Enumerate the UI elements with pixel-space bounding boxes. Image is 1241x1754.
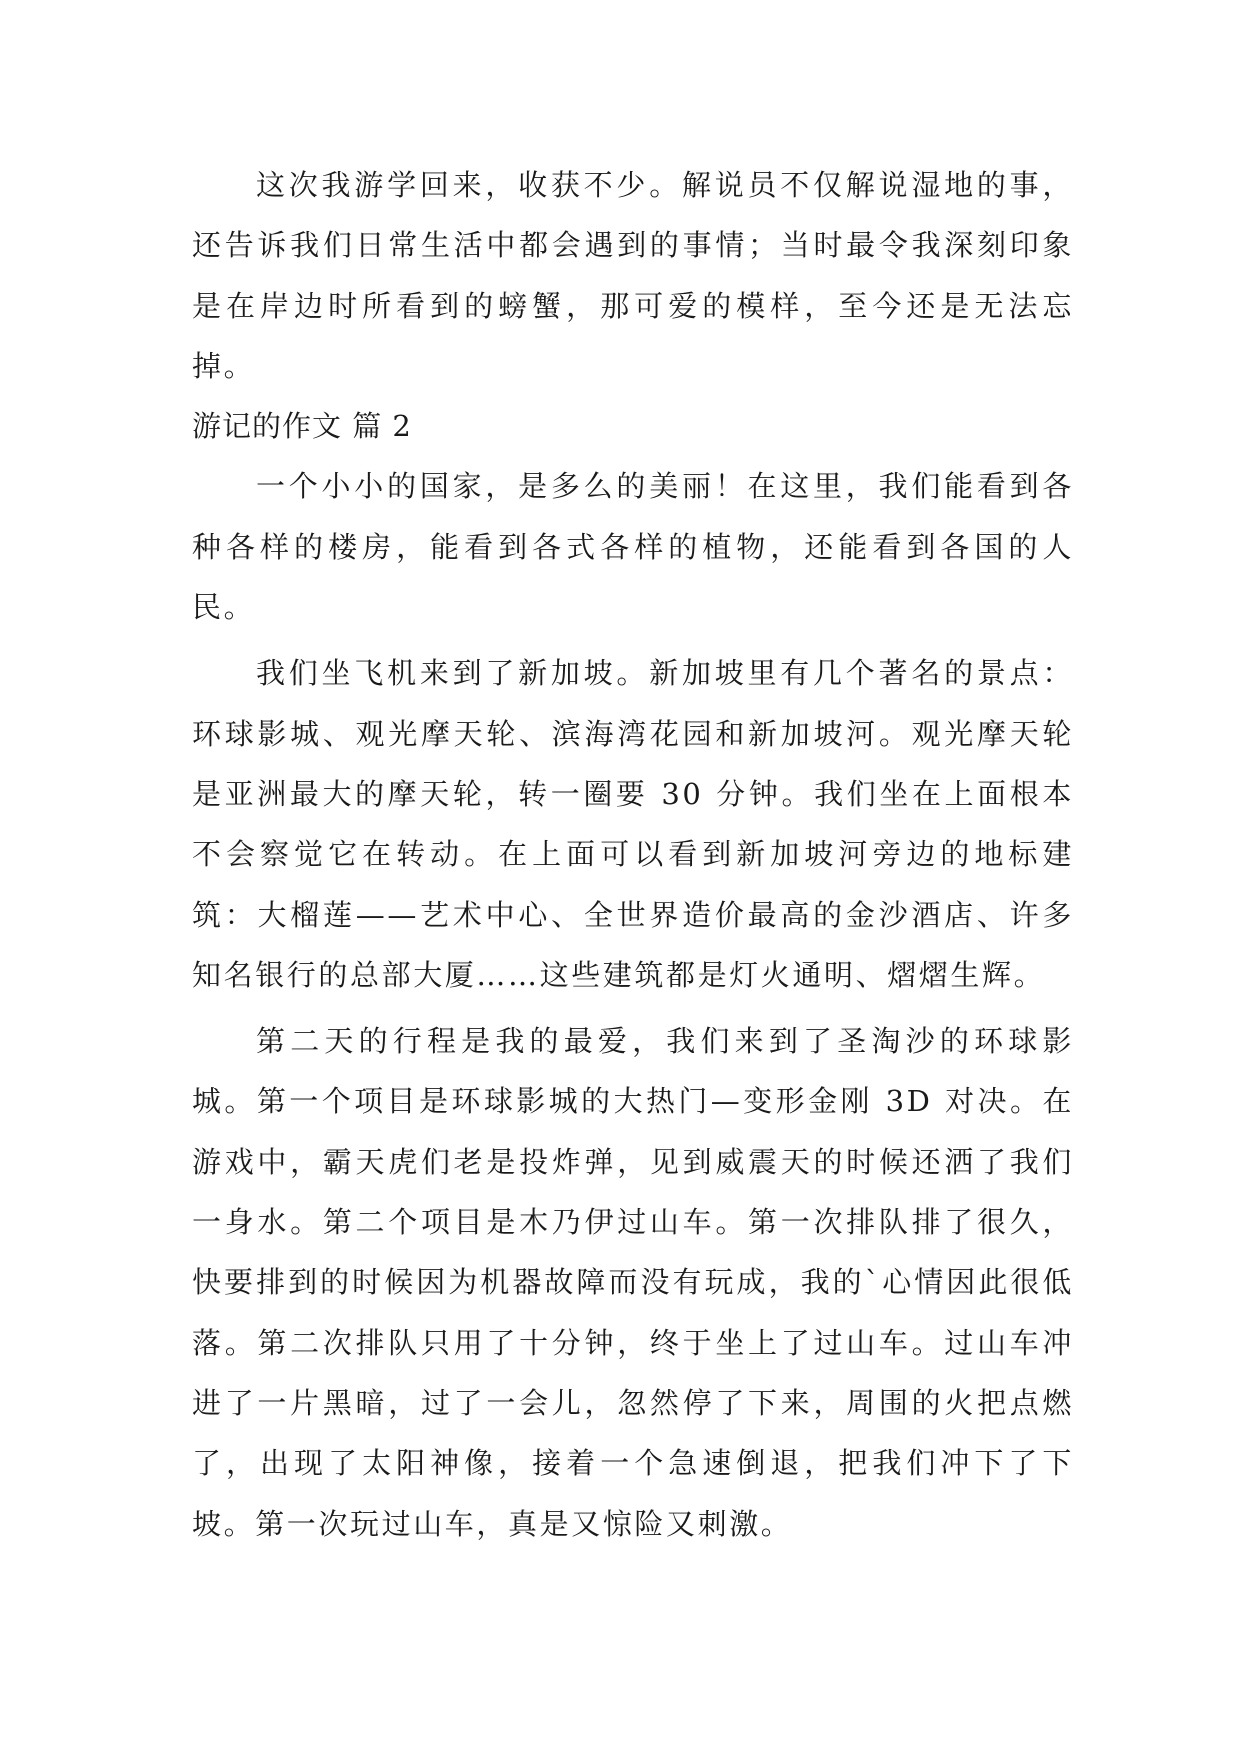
document-page	[192, 155, 1074, 1554]
paragraph-2: 一个小小的国家，是多么的美丽！在这里，我们能看到各种各样的楼房，能看到各式各样的植物，还能看到各国的人民。	[192, 469, 1074, 625]
paragraph-3: 我们坐飞机来到了新加坡。新加坡里有几个著名的景点：环球影城、观光摩天轮、滨海湾花园和新加坡河。观光摩天轮是亚洲最大的摩天轮，转一圈要 30 分钟。我们坐在上面根本不会察觉它在转动。在上面可以看到新加坡河旁边的地标建筑：大榴莲——艺术中心、全世界造价最高的金沙酒店、许多知名银行的总部大厦……这些建筑都是灯火通明、熠熠生辉。	[192, 656, 1074, 992]
paragraph-4: 第二天的行程是我的最爱，我们来到了圣淘沙的环球影城。第一个项目是环球影城的大热门—变形金刚 3D 对决。在游戏中，霸天虎们老是投炸弹，见到威震天的时候还洒了我们一身水。第二个项目是木乃伊过山车。第一次排队排了很久，快要排到的时候因为机器故障而没有玩成，我的`心情因此很低落。第二次排队只用了十分钟，终于坐上了过山车。过山车冲进了一片黑暗，过了一会儿，忽然停了下来，周围的火把点燃了，出现了太阳神像，接着一个急速倒退，把我们冲下了下坡。第一次玩过山车，真是又惊险又刺激。	[192, 1024, 1074, 1541]
section-heading: 游记的作文 篇 2	[192, 409, 412, 444]
paragraph-1: 这次我游学回来，收获不少。解说员不仅解说湿地的事，还告诉我们日常生活中都会遇到的事情；当时最令我深刻印象是在岸边时所看到的螃蟹，那可爱的模样，至今还是无法忘掉。	[192, 168, 1074, 383]
